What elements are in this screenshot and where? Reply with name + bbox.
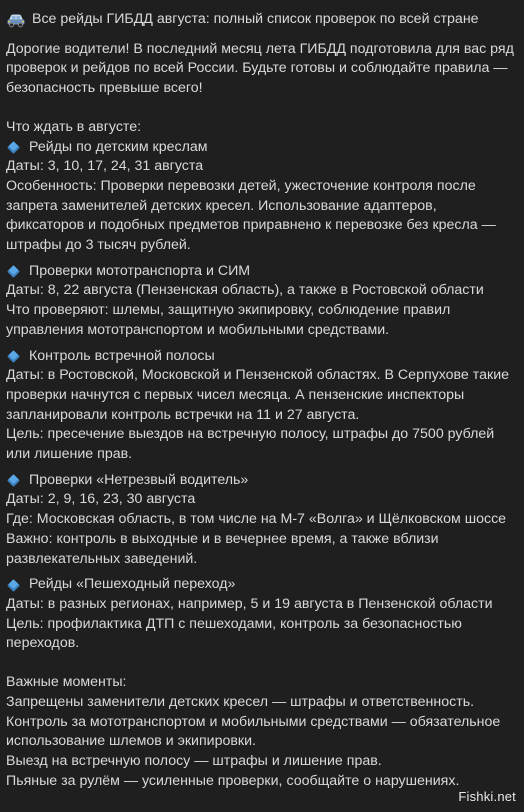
intro-text: Дорогие водители! В последний месяц лета ГИБДД подготовила для вас ряд проверок и рейдов по всей России. Будьте готовы и соблюдайте правила — безопасность превыше всего! [6,40,514,97]
car-icon [6,12,26,28]
section-title-row [6,471,518,491]
blue-diamond-icon [7,474,20,487]
section-line: Даты: 3, 10, 17, 24, 31 августа [6,158,204,175]
section-title: Рейды «Пешеходный переход» [29,576,236,593]
section-line: Даты: в разных регионах, например, 5 и 19 августа в Пензенской области [6,595,493,612]
section-title: Рейды по детским креслам [29,138,208,155]
section-line: Цель: профилактика ДТП с пешеходами, контроль за безопасностью переходов. [6,615,462,652]
section [6,138,518,256]
sections-list [6,138,518,655]
section-line: Особенность: Проверки перевозки детей, ужесточение контроля после запрета заменителей детских кресел. Использование адаптеров, фиксаторов и подобных предметов приравнено к перевозке без кресла — штрафы до 3 тысяч рублей. [6,177,496,254]
blue-diamond-icon [7,579,20,592]
section-title: Контроль встречной полосы [29,347,215,364]
what-to-expect-heading: Что ждать в августе: [6,118,142,135]
important-block [6,673,518,791]
section [6,347,518,465]
blue-diamond-icon [7,350,20,363]
blue-diamond-icon [7,141,20,154]
important-line: Запрещены заменители детских кресел — штрафы и ответственность. [6,693,475,710]
section-line: Даты: 2, 9, 16, 23, 30 августа [6,491,196,508]
section-title-row [6,138,518,158]
section-title: Проверки «Нетрезвый водитель» [29,471,249,488]
section-line: Даты: 8, 22 августа (Пензенская область), а также в Ростовской области [6,282,484,299]
section-line: Цель: пресечение выездов на встречную полосу, штрафы до 7500 рублей или лишение прав. [6,426,495,463]
post-content [6,10,518,791]
section [6,575,518,654]
post-title: Все рейды ГИБДД августа: полный список проверок по всей стране [32,11,479,27]
section [6,262,518,341]
section-title: Проверки мототранспорта и СИМ [29,262,251,279]
section-line: Где: Московская область, в том числе на М-7 «Волга» и Щёлковском шоссе [6,511,507,528]
section-title-row [6,575,518,595]
important-line: Пьяные за рулём — усиленные проверки, сообщайте о нарушениях. [6,772,460,789]
blue-diamond-icon [7,265,20,278]
important-list [6,693,518,792]
section-title-row [6,347,518,367]
important-heading: Важные моменты: [6,674,127,691]
section-line: Важно: контроль в выходные и в вечернее время, а также вблизи развлекательных заведений. [6,530,439,567]
important-line: Контроль за мототранспортом и мобильными средствами — обязательное использование шлемов и экипировки. [6,713,501,750]
section [6,471,518,570]
important-line: Выезд на встречную полосу — штрафы и лишение прав. [6,752,382,769]
section-line: Даты: в Ростовской, Московской и Пензенской областях. В Серпухове такие проверки начнутся с первых чисел месяца. А пензенские инспекторы запланировали контроль встречки на 11 и 27 августа. [6,367,510,423]
section-line: Что проверяют: шлемы, защитную экипировку, соблюдение правил управления мототранспортом и мобильными средствами. [6,302,451,338]
post-title-row [6,10,518,30]
section-title-row [6,262,518,282]
watermark: Fishki.net [458,789,516,805]
